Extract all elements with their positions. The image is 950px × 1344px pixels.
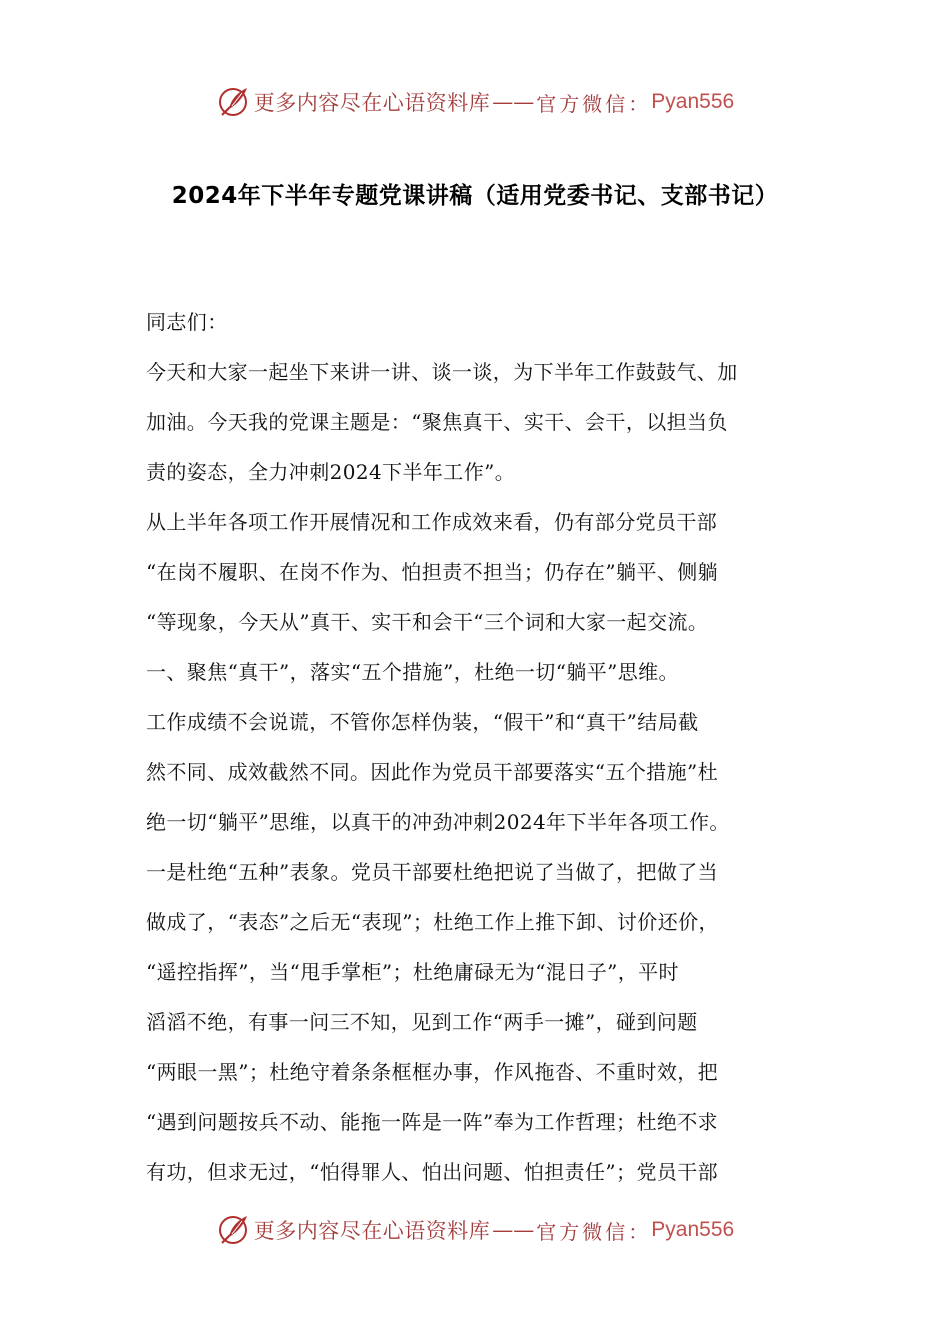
header-banner — [0, 80, 950, 124]
paragraph-line: 一是杜绝“五种”表象。党员干部要杜绝把说了当做了，把做了当 — [146, 860, 719, 884]
wechat-label: 官方微信： — [536, 91, 652, 116]
paragraph-line: 有功，但求无过，“怕得罪人、怕出问题、怕担责任”；党员干部 — [146, 1160, 719, 1184]
quill-pen-logo-icon — [216, 1213, 250, 1247]
paragraph-line: “在岗不履职、在岗不作为、怕担责不担当；仍存在”躺平、侧躺 — [146, 560, 719, 584]
paragraph-line: 做成了，“表态”之后无“表现”；杜绝工作上推下卸、讨价还价， — [146, 910, 719, 934]
banner-slogan: 更多内容尽在心语资料库 — [253, 91, 491, 115]
paragraph-line: 然不同、成效截然不同。因此作为党员干部要落实“五个措施”杜 — [146, 760, 719, 784]
wechat-label: 官方微信： — [536, 1219, 652, 1244]
section-heading-line: 一、聚焦“真干”，落实“五个措施”，杜绝一切“躺平”思维。 — [146, 660, 679, 684]
salutation-line: 同志们： — [146, 310, 228, 334]
banner-slogan: 更多内容尽在心语资料库 — [253, 1219, 491, 1243]
paragraph-line: 加油。今天我的党课主题是：“聚焦真干、实干、会干，以担当负 — [146, 410, 728, 434]
paragraph-line: “两眼一黑”；杜绝守着条条框框办事，作风拖沓、不重时效，把 — [146, 1060, 719, 1084]
quill-pen-logo-icon — [216, 85, 250, 119]
paragraph-line: “遇到问题按兵不动、能拖一阵是一阵”奉为工作哲理；杜绝不求 — [146, 1110, 719, 1134]
footer-banner — [0, 1208, 950, 1252]
paragraph-line: “等现象，今天从”真干、实干和会干“三个词和大家一起交流。 — [146, 610, 709, 634]
wechat-id: Pyan556 — [651, 1218, 735, 1241]
wechat-id: Pyan556 — [651, 90, 735, 113]
banner-separator: —— — [492, 1218, 535, 1242]
paragraph-line: 绝一切“躺平”思维，以真干的冲劲冲刺2024年下半年各项工作。 — [146, 810, 730, 834]
document-title: 2024年下半年专题党课讲稿（适用党委书记、支部书记） — [171, 183, 779, 209]
document-body — [146, 297, 826, 1197]
banner-separator: —— — [492, 90, 535, 114]
paragraph-line: 责的姿态，全力冲刺2024下半年工作”。 — [146, 460, 516, 484]
paragraph-line: 滔滔不绝，有事一问三不知，见到工作“两手一摊”，碰到问题 — [146, 1010, 698, 1034]
paragraph-line: 从上半年各项工作开展情况和工作成效来看，仍有部分党员干部 — [146, 510, 718, 534]
paragraph-line: “遥控指挥”，当“甩手掌柜”；杜绝庸碌无为“混日子”，平时 — [146, 960, 679, 984]
paragraph-line: 工作成绩不会说谎，不管你怎样伪装，“假干”和“真干”结局截 — [146, 710, 699, 734]
paragraph-line: 今天和大家一起坐下来讲一讲、谈一谈，为下半年工作鼓鼓气、加 — [146, 360, 738, 384]
